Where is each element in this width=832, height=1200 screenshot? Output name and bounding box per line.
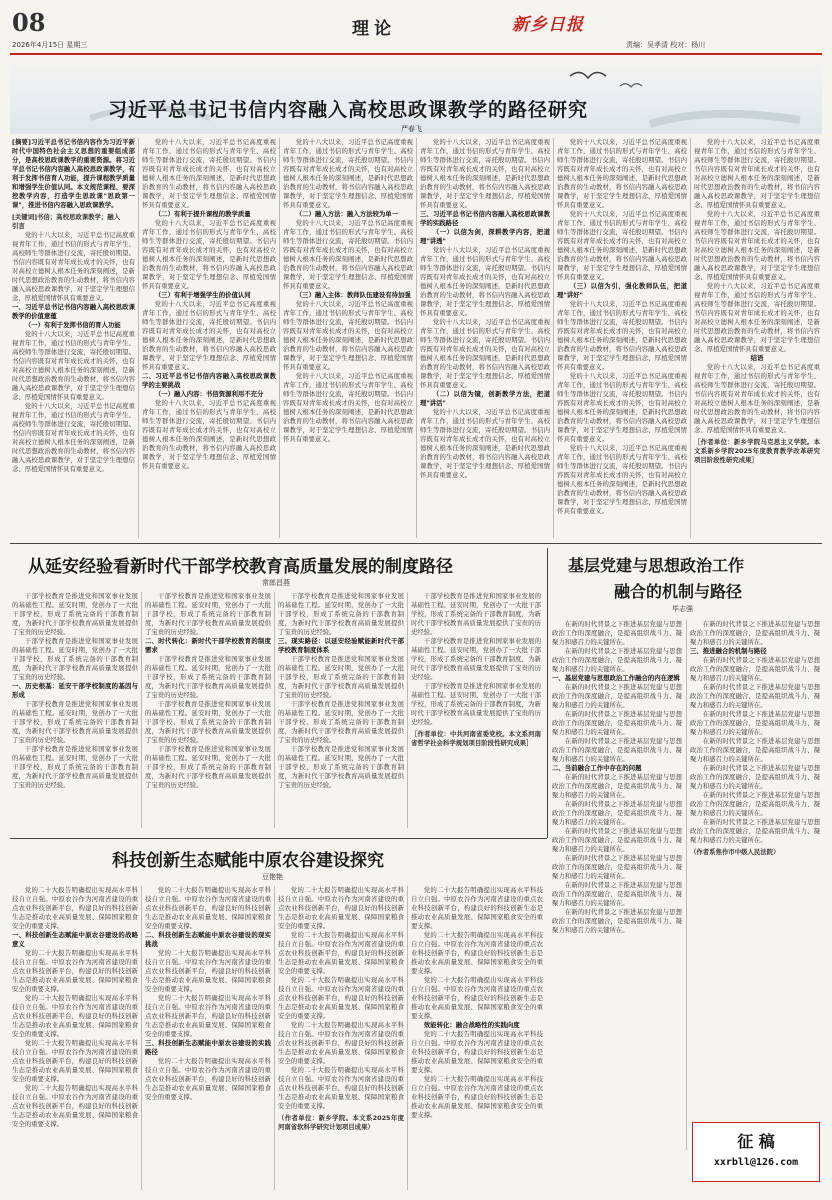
article1-subheading-3a: （一）以信为剑，深耕教学内容，把道理"讲透"	[420, 228, 550, 245]
article1-heading-3: 三、习近平总书记书信内容融入高校思政课教学的实践路径	[420, 210, 550, 227]
article1-text-6b: 党的十八大以来，习近平总书记高度重视青年工作，通过书信的形式与青年学生、高校师生等群体进行交流，寄托殷切期望。书信内容既有对青年成长成才的关怀，也有对高校立德树人根本任务的深刻阐述，是新时代思想政治教育的生动教材，将书信内容融入高校思政课教学，对于坚定学生理想信念、厚植爱国情怀具有重要意义。	[694, 210, 820, 281]
article1-subheading-3c: （三）以信为引，强化教师队伍，把道理"讲好"	[557, 282, 687, 299]
article1-text-2b: 党的十八大以来，习近平总书记高度重视青年工作，通过书信的形式与青年学生、高校师生等群体进行交流，寄托殷切期望。书信内容既有对青年成长成才的关怀，也有对高校立德树人根本任务的深刻阐述，是新时代思想政治教育的生动教材，将书信内容融入高校思政课教学，对于坚定学生理想信念、厚植爱国情怀具有重要意义。	[142, 219, 276, 290]
issue-date: 2026年4月15日 星期三	[12, 41, 88, 49]
article3-text-1c: 在新的时代背景之下推进基层党建与思想政治工作的深度融合，是提高组织战斗力、凝聚力和感召力的关键所在。	[552, 683, 682, 709]
article1-heading-2: 二、习近平总书记书信内容融入高校思政课教学的主要挑战	[142, 372, 276, 389]
article2-heading-2: 二、时代转化：新时代干部学校教育的制度需求	[145, 637, 271, 654]
section-rule	[10, 838, 547, 839]
article2-author: 常郎昌燕	[262, 579, 290, 587]
article3-text-1k: 在新的时代背景之下推进基层党建与思想政治工作的深度融合，是提高组织战斗力、凝聚力和感召力的关键所在。	[552, 908, 682, 934]
article3-text-2e: 在新的时代背景之下推进基层党建与思想政治工作的深度融合，是提高组织战斗力、凝聚力和感召力的关键所在。	[690, 737, 820, 763]
article2-text-2a: 干部学校教育是推进党和国家事业发展的基础性工程。延安时期，党创办了一大批干部学校，形成了系统完备的干部教育制度，为新时代干部学校教育高质量发展提供了宝贵的历史经验。	[145, 592, 271, 636]
article1-text-4a: 党的十八大以来，习近平总书记高度重视青年工作，通过书信的形式与青年学生、高校师生等群体进行交流，寄托殷切期望。书信内容既有对青年成长成才的关怀，也有对高校立德树人根本任务的深刻阐述，是新时代思想政治教育的生动教材，将书信内容融入高校思政课教学，对于坚定学生理想信念、厚植爱国情怀具有重要意义。	[420, 138, 550, 209]
article3-text-1b: 在新的时代背景之下推进基层党建与思想政治工作的深度融合，是提高组织战斗力、凝聚力和感召力的关键所在。	[552, 647, 682, 673]
article3-heading-3: 三、推进融合的机制与路径	[690, 647, 767, 655]
article3-text-1e: 在新的时代背景之下推进基层党建与思想政治工作的深度融合，是提高组织战斗力、凝聚力和感召力的关键所在。	[552, 737, 682, 763]
article1-text-5a: 党的十八大以来，习近平总书记高度重视青年工作，通过书信的形式与青年学生、高校师生等群体进行交流，寄托殷切期望。书信内容既有对青年成长成才的关怀，也有对高校立德树人根本任务的深刻阐述，是新时代思想政治教育的生动教材，将书信内容融入高校思政课教学，对于坚定学生理想信念、厚植爱国情怀具有重要意义。	[557, 138, 687, 209]
article1-text-5d: 党的十八大以来，习近平总书记高度重视青年工作，通过书信的形式与青年学生、高校师生等群体进行交流，寄托殷切期望。书信内容既有对青年成长成才的关怀，也有对高校立德树人根本任务的深刻阐述，是新时代思想政治教育的生动教材，将书信内容融入高校思政课教学，对于坚定学生理想信念、厚植爱国情怀具有重要意义。	[557, 372, 687, 443]
article4-text-1a: 党的二十大报告明确提出实现高水平科技自立自强。中原农谷作为河南省建设的重点农业科技创新平台，构建良好的科技创新生态是推动农业高质量发展、保障国家粮食安全的重要支撑。	[12, 886, 138, 930]
col-divider	[416, 138, 417, 538]
section-title: 理论	[352, 19, 396, 39]
article1-keywords: [关键词]书信；高校思政课教学；融入	[12, 213, 121, 221]
header-rule	[10, 53, 822, 55]
submission-email[interactable]: xxrbll@126.com	[713, 1157, 799, 1168]
article3-text-2d: 在新的时代背景之下推进基层党建与思想政治工作的深度融合，是提高组织战斗力、凝聚力和感召力的关键所在。	[690, 710, 820, 736]
article4-heading-2: 二、科技创新生态赋能中原农谷建设的现实挑战	[145, 931, 271, 948]
col-divider	[686, 620, 687, 1150]
article1-text-3b: 党的十八大以来，习近平总书记高度重视青年工作，通过书信的形式与青年学生、高校师生等群体进行交流，寄托殷切期望。书信内容既有对青年成长成才的关怀，也有对高校立德树人根本任务的深刻阐述，是新时代思想政治教育的生动教材，将书信内容融入高校思政课教学，对于坚定学生理想信念、厚植爱国情怀具有重要意义。	[283, 219, 413, 290]
article1-text-6a: 党的十八大以来，习近平总书记高度重视青年工作，通过书信的形式与青年学生、高校师生等群体进行交流，寄托殷切期望。书信内容既有对青年成长成才的关怀，也有对高校立德树人根本任务的深刻阐述，是新时代思想政治教育的生动教材，将书信内容融入高校思政课教学，对于坚定学生理想信念、厚植爱国情怀具有重要意义。	[694, 138, 820, 209]
article2-text-2c: 干部学校教育是推进党和国家事业发展的基础性工程。延安时期，党创办了一大批干部学校，形成了系统完备的干部教育制度，为新时代干部学校教育高质量发展提供了宝贵的历史经验。	[145, 700, 271, 744]
article3-text-2f: 在新的时代背景之下推进基层党建与思想政治工作的深度融合，是提高组织战斗力、凝聚力和感召力的关键所在。	[690, 764, 820, 790]
article2-text-1a: 干部学校教育是推进党和国家事业发展的基础性工程。延安时期，党创办了一大批干部学校，形成了系统完备的干部教育制度，为新时代干部学校教育高质量发展提供了宝贵的历史经验。	[12, 592, 138, 636]
article2-col-3	[278, 592, 404, 830]
article1-intro-text: 党的十八大以来，习近平总书记高度重视青年工作，通过书信的形式与青年学生、高校师生等群体进行交流，寄托殷切期望。书信内容既有对青年成长成才的关怀，也有对高校立德树人根本任务的深刻阐述，是新时代思想政治教育的生动教材，将书信内容融入高校思政课教学，对于坚定学生理想信念、厚植爱国情怀具有重要意义。	[12, 231, 135, 302]
article3-title-line2: 融合的机制与路径	[614, 582, 743, 601]
article1-subheading-2c: （三）融入主体：教师队伍建设有待加强	[295, 291, 411, 299]
article3-text-1h: 在新的时代背景之下推进基层党建与思想政治工作的深度融合，是提高组织战斗力、凝聚力和感召力的关键所在。	[552, 827, 682, 853]
col-divider	[279, 138, 280, 538]
article1-text-3d: 党的十八大以来，习近平总书记高度重视青年工作，通过书信的形式与青年学生、高校师生等群体进行交流，寄托殷切期望。书信内容既有对青年成长成才的关怀，也有对高校立德树人根本任务的深刻阐述，是新时代思想政治教育的生动教材，将书信内容融入高校思政课教学，对于坚定学生理想信念、厚植爱国情怀具有重要意义。	[283, 372, 413, 443]
article4-heading-3: 三、科技创新生态赋能中原农谷建设的实践路径	[145, 1039, 271, 1056]
article4-text-2c: 党的二十大报告明确提出实现高水平科技自立自强。中原农谷作为河南省建设的重点农业科技创新平台，构建良好的科技创新生态是推动农业高质量发展、保障国家粮食安全的重要支撑。	[145, 994, 271, 1038]
article1-text-4b: 党的十八大以来，习近平总书记高度重视青年工作，通过书信的形式与青年学生、高校师生等群体进行交流，寄托殷切期望。书信内容既有对青年成长成才的关怀，也有对高校立德树人根本任务的深刻阐述，是新时代思想政治教育的生动教材，将书信内容融入高校思政课教学，对于坚定学生理想信念、厚植爱国情怀具有重要意义。	[420, 246, 550, 317]
article1-col-3	[283, 138, 413, 540]
editor-credits: 责编：吴孝清 校对：杨川	[626, 41, 706, 49]
article4-text-2b: 党的二十大报告明确提出实现高水平科技自立自强。中原农谷作为河南省建设的重点农业科技创新平台，构建良好的科技创新生态是推动农业高质量发展、保障国家粮食安全的重要支撑。	[145, 949, 271, 993]
article1-intro-heading: 引言	[12, 222, 25, 230]
article4-heading-1: 一、科技创新生态赋能中原农谷建设的战略意义	[12, 931, 138, 948]
article1-text-1a: 党的十八大以来，习近平总书记高度重视青年工作，通过书信的形式与青年学生、高校师生等群体进行交流，寄托殷切期望。书信内容既有对青年成长成才的关怀，也有对高校立德树人根本任务的深刻阐述，是新时代思想政治教育的生动教材，将书信内容融入高校思政课教学，对于坚定学生理想信念、厚植爱国情怀具有重要意义。	[12, 330, 135, 401]
article1-author: 严春飞	[401, 125, 422, 133]
article2-funding-note: ［作者单位：中共河南省委党校。本文系河南省哲学社会科学规划项目阶段性研究成果］	[411, 730, 541, 747]
article2-text-1b: 干部学校教育是推进党和国家事业发展的基础性工程。延安时期，党创办了一大批干部学校，形成了系统完备的干部教育制度，为新时代干部学校教育高质量发展提供了宝贵的历史经验。	[12, 637, 138, 681]
article1-col-1	[12, 138, 135, 540]
article3-text-1g: 在新的时代背景之下推进基层党建与思想政治工作的深度融合，是提高组织战斗力、凝聚力和感召力的关键所在。	[552, 800, 682, 826]
article4-col-1	[12, 886, 138, 1192]
article2-heading-3: 三、现实路径：以延安经验赋能新时代干部学校教育制度体系	[278, 637, 404, 654]
article2-text-3a: 干部学校教育是推进党和国家事业发展的基础性工程。延安时期，党创办了一大批干部学校，形成了系统完备的干部教育制度，为新时代干部学校教育高质量发展提供了宝贵的历史经验。	[278, 592, 404, 636]
article1-subheading-2b: （二）融入方法：融入方法较为单一	[295, 210, 399, 218]
section-divider	[547, 548, 548, 838]
article4-text-3b: 党的二十大报告明确提出实现高水平科技自立自强。中原农谷作为河南省建设的重点农业科技创新平台，构建良好的科技创新生态是推动农业高质量发展、保障国家粮食安全的重要支撑。	[278, 931, 404, 975]
article1-text-2a: 党的十八大以来，习近平总书记高度重视青年工作，通过书信的形式与青年学生、高校师生等群体进行交流，寄托殷切期望。书信内容既有对青年成长成才的关怀，也有对高校立德树人根本任务的深刻阐述，是新时代思想政治教育的生动教材，将书信内容融入高校思政课教学，对于坚定学生理想信念、厚植爱国情怀具有重要意义。	[142, 138, 276, 209]
article2-heading-1: 一、历史根基：延安干部学校制度的基因与形成	[12, 682, 138, 699]
article1-text-2c: 党的十八大以来，习近平总书记高度重视青年工作，通过书信的形式与青年学生、高校师生等群体进行交流，寄托殷切期望。书信内容既有对青年成长成才的关怀，也有对高校立德树人根本任务的深刻阐述，是新时代思想政治教育的生动教材，将书信内容融入高校思政课教学，对于坚定学生理想信念、厚植爱国情怀具有重要意义。	[142, 300, 276, 371]
article2-col-1	[12, 592, 138, 830]
article1-col-6	[694, 138, 820, 540]
article3-text-1j: 在新的时代背景之下推进基层党建与思想政治工作的深度融合，是提高组织战斗力、凝聚力和感召力的关键所在。	[552, 881, 682, 907]
article1-text-3c: 党的十八大以来，习近平总书记高度重视青年工作，通过书信的形式与青年学生、高校师生等群体进行交流，寄托殷切期望。书信内容既有对青年成长成才的关怀，也有对高校立德树人根本任务的深刻阐述，是新时代思想政治教育的生动教材，将书信内容融入高校思政课教学，对于坚定学生理想信念、厚植爱国情怀具有重要意义。	[283, 300, 413, 371]
article4-title: 科技创新生态赋能中原农谷建设探究	[112, 851, 384, 871]
article3-author: 毕志强	[672, 605, 693, 613]
article1-text-5c: 党的十八大以来，习近平总书记高度重视青年工作，通过书信的形式与青年学生、高校师生等群体进行交流，寄托殷切期望。书信内容既有对青年成长成才的关怀，也有对高校立德树人根本任务的深刻阐述，是新时代思想政治教育的生动教材，将书信内容融入高校思政课教学，对于坚定学生理想信念、厚植爱国情怀具有重要意义。	[557, 300, 687, 371]
article3-title-line1: 基层党建与思想政治工作	[568, 556, 745, 575]
article1-text-5e: 党的十八大以来，习近平总书记高度重视青年工作，通过书信的形式与青年学生、高校师生等群体进行交流，寄托殷切期望。书信内容既有对青年成长成才的关怀，也有对高校立德树人根本任务的深刻阐述，是新时代思想政治教育的生动教材，将书信内容融入高校思政课教学，对于坚定学生理想信念、厚植爱国情怀具有重要意义。	[557, 444, 687, 515]
article3-text-2b: 在新的时代背景之下推进基层党建与思想政治工作的深度融合，是提高组织战斗力、凝聚力和感召力的关键所在。	[690, 656, 820, 682]
article3-text-1a: 在新的时代背景之下推进基层党建与思想政治工作的深度融合，是提高组织战斗力、凝聚力和感召力的关键所在。	[552, 620, 682, 646]
article4-text-4a: 党的二十大报告明确提出实现高水平科技自立自强。中原农谷作为河南省建设的重点农业科技创新平台，构建良好的科技创新生态是推动农业高质量发展、保障国家粮食安全的重要支撑。	[411, 886, 543, 930]
article1-subheading-1a: （一）有利于发挥书信的育人功能	[24, 321, 121, 329]
col-divider	[138, 138, 139, 538]
article3-text-2h: 在新的时代背景之下推进基层党建与思想政治工作的深度融合，是提高组织战斗力、凝聚力和感召力的关键所在。	[690, 818, 820, 844]
col-divider	[274, 592, 275, 828]
article1-abstract: [摘要]习近平总书记书信内容作为习近平新时代中国特色社会主义思想的重要组成部分，是高校思政课教学的重要资源。将习近平总书记书信内容融入高校思政课教学，有利于发挥书信育人功能，提升课程教学质量和增强学生价值认同。本文规范课程、要深挖教学内容，打造学生思政课"思政第一课"，推进书信内容融入思政课教学。	[12, 138, 135, 209]
article1-text-4c: 党的十八大以来，习近平总书记高度重视青年工作，通过书信的形式与青年学生、高校师生等群体进行交流，寄托殷切期望。书信内容既有对青年成长成才的关怀，也有对高校立德树人根本任务的深刻阐述，是新时代思想政治教育的生动教材，将书信内容融入高校思政课教学，对于坚定学生理想信念、厚植爱国情怀具有重要意义。	[420, 318, 550, 389]
masthead-logo: 新乡日报	[512, 15, 584, 35]
article1-conclusion-text: 党的十八大以来，习近平总书记高度重视青年工作，通过书信的形式与青年学生、高校师生等群体进行交流，寄托殷切期望。书信内容既有对青年成长成才的关怀，也有对高校立德树人根本任务的深刻阐述，是新时代思想政治教育的生动教材，将书信内容融入高校思政课教学，对于坚定学生理想信念、厚植爱国情怀具有重要意义。	[694, 363, 820, 434]
article3-col-1	[552, 620, 682, 1152]
article3-text-2a: 在新的时代背景之下推进基层党建与思想政治工作的深度融合，是提高组织战斗力、凝聚力和感召力的关键所在。	[690, 620, 820, 646]
col-divider	[141, 592, 142, 828]
article2-col-4	[411, 592, 541, 830]
article1-col-4	[420, 138, 550, 540]
article1-col-2	[142, 138, 276, 540]
article3-heading-2: 二、当前融合工作中存在的问题	[552, 764, 642, 772]
article4-col-4	[411, 886, 543, 1192]
article3-text-1i: 在新的时代背景之下推进基层党建与思想政治工作的深度融合，是提高组织战斗力、凝聚力和感召力的关键所在。	[552, 854, 682, 880]
article4-col-2	[145, 886, 271, 1192]
article4-text-4b: 党的二十大报告明确提出实现高水平科技自立自强。中原农谷作为河南省建设的重点农业科技创新平台，构建良好的科技创新生态是推动农业高质量发展、保障国家粮食安全的重要支撑。	[411, 931, 543, 975]
article3-heading-1: 一、基层党建与思想政治工作融合的内在逻辑	[552, 674, 680, 682]
col-divider	[407, 592, 408, 828]
article4-text-4c: 党的二十大报告明确提出实现高水平科技自立自强。中原农谷作为河南省建设的重点农业科技创新平台，构建良好的科技创新生态是推动农业高质量发展、保障国家粮食安全的重要支撑。	[411, 976, 543, 1020]
article1-conclusion-heading: 结语	[750, 354, 764, 362]
article1-subheading-1c: （三）有利于增强学生的价值认同	[154, 291, 251, 299]
article4-text-3e: 党的二十大报告明确提出实现高水平科技自立自强。中原农谷作为河南省建设的重点农业科技创新平台，构建良好的科技创新生态是推动农业高质量发展、保障国家粮食安全的重要支撑。	[278, 1066, 404, 1110]
article4-text-1d: 党的二十大报告明确提出实现高水平科技自立自强。中原农谷作为河南省建设的重点农业科技创新平台，构建良好的科技创新生态是推动农业高质量发展、保障国家粮食安全的重要支撑。	[12, 1039, 138, 1083]
article4-text-4e: 党的二十大报告明确提出实现高水平科技自立自强。中原农谷作为河南省建设的重点农业科技创新平台，构建良好的科技创新生态是推动农业高质量发展、保障国家粮食安全的重要支撑。	[411, 1075, 543, 1119]
article1-subheading-3b: （二）以信为镜，创新教学方法，把道理"讲活"	[420, 390, 550, 407]
article3-funding-note: （作者系焦作市中级人民法院）	[690, 848, 780, 856]
article1-text-3a: 党的十八大以来，习近平总书记高度重视青年工作，通过书信的形式与青年学生、高校师生等群体进行交流，寄托殷切期望。书信内容既有对青年成长成才的关怀，也有对高校立德树人根本任务的深刻阐述，是新时代思想政治教育的生动教材，将书信内容融入高校思政课教学，对于坚定学生理想信念、厚植爱国情怀具有重要意义。	[283, 138, 413, 209]
article2-text-4c: 干部学校教育是推进党和国家事业发展的基础性工程。延安时期，党创办了一大批干部学校，形成了系统完备的干部教育制度，为新时代干部学校教育高质量发展提供了宝贵的历史经验。	[411, 682, 541, 726]
col-divider	[553, 138, 554, 538]
article2-text-4a: 干部学校教育是推进党和国家事业发展的基础性工程。延安时期，党创办了一大批干部学校，形成了系统完备的干部教育制度，为新时代干部学校教育高质量发展提供了宝贵的历史经验。	[411, 592, 541, 636]
article4-subheading-3a: 效能转化：融合战略性的实践向度	[423, 1021, 520, 1029]
article3-col-2	[690, 620, 820, 1094]
article1-funding-note: ［作者单位：新乡学院马克思主义学院。本文系新乡学院2025年度教育教学改革研究项目阶段性研究成果］	[694, 438, 820, 464]
article1-text-6c: 党的十八大以来，习近平总书记高度重视青年工作，通过书信的形式与青年学生、高校师生等群体进行交流，寄托殷切期望。书信内容既有对青年成长成才的关怀，也有对高校立德树人根本任务的深刻阐述，是新时代思想政治教育的生动教材，将书信内容融入高校思政课教学，对于坚定学生理想信念、厚植爱国情怀具有重要意义。	[694, 282, 820, 353]
article4-text-1b: 党的二十大报告明确提出实现高水平科技自立自强。中原农谷作为河南省建设的重点农业科技创新平台，构建良好的科技创新生态是推动农业高质量发展、保障国家粮食安全的重要支撑。	[12, 949, 138, 993]
article2-text-2d: 干部学校教育是推进党和国家事业发展的基础性工程。延安时期，党创办了一大批干部学校，形成了系统完备的干部教育制度，为新时代干部学校教育高质量发展提供了宝贵的历史经验。	[145, 745, 271, 789]
col-divider	[274, 886, 275, 1190]
article4-text-2d: 党的二十大报告明确提出实现高水平科技自立自强。中原农谷作为河南省建设的重点农业科技创新平台，构建良好的科技创新生态是推动农业高质量发展、保障国家粮食安全的重要支撑。	[145, 1057, 271, 1101]
article2-text-3b: 干部学校教育是推进党和国家事业发展的基础性工程。延安时期，党创办了一大批干部学校，形成了系统完备的干部教育制度，为新时代干部学校教育高质量发展提供了宝贵的历史经验。	[278, 655, 404, 699]
article2-text-3c: 干部学校教育是推进党和国家事业发展的基础性工程。延安时期，党创办了一大批干部学校，形成了系统完备的干部教育制度，为新时代干部学校教育高质量发展提供了宝贵的历史经验。	[278, 700, 404, 744]
article2-title: 从延安经验看新时代干部学校教育高质量发展的制度路径	[28, 557, 453, 577]
article1-subheading-2a: （一）融入内容：书信资源利用不充分	[154, 390, 264, 398]
article3-text-1d: 在新的时代背景之下推进基层党建与思想政治工作的深度融合，是提高组织战斗力、凝聚力和感召力的关键所在。	[552, 710, 682, 736]
article2-text-2b: 干部学校教育是推进党和国家事业发展的基础性工程。延安时期，党创办了一大批干部学校，形成了系统完备的干部教育制度，为新时代干部学校教育高质量发展提供了宝贵的历史经验。	[145, 655, 271, 699]
article4-text-4d: 党的二十大报告明确提出实现高水平科技自立自强。中原农谷作为河南省建设的重点农业科技创新平台，构建良好的科技创新生态是推动农业高质量发展、保障国家粮食安全的重要支撑。	[411, 1030, 543, 1074]
article4-text-1c: 党的二十大报告明确提出实现高水平科技自立自强。中原农谷作为河南省建设的重点农业科技创新平台，构建良好的科技创新生态是推动农业高质量发展、保障国家粮食安全的重要支撑。	[12, 994, 138, 1038]
col-divider	[141, 886, 142, 1190]
article4-author: 豆艳艳	[262, 873, 283, 881]
call-for-papers-box	[692, 1122, 820, 1182]
article1-col-5	[557, 138, 687, 540]
article3-text-2g: 在新的时代背景之下推进基层党建与思想政治工作的深度融合，是提高组织战斗力、凝聚力和感召力的关键所在。	[690, 791, 820, 817]
article1-subheading-1b: （二）有利于提升课程的教学质量	[154, 210, 251, 218]
call-for-papers-title: 征 稿	[737, 1132, 775, 1151]
article2-text-4b: 干部学校教育是推进党和国家事业发展的基础性工程。延安时期，党创办了一大批干部学校，形成了系统完备的干部教育制度，为新时代干部学校教育高质量发展提供了宝贵的历史经验。	[411, 637, 541, 681]
article1-text-2d: 党的十八大以来，习近平总书记高度重视青年工作，通过书信的形式与青年学生、高校师生等群体进行交流，寄托殷切期望。书信内容既有对青年成长成才的关怀，也有对高校立德树人根本任务的深刻阐述，是新时代思想政治教育的生动教材，将书信内容融入高校思政课教学，对于坚定学生理想信念、厚植爱国情怀具有重要意义。	[142, 399, 276, 470]
article4-col-3	[278, 886, 404, 1192]
article4-text-2a: 党的二十大报告明确提出实现高水平科技自立自强。中原农谷作为河南省建设的重点农业科技创新平台，构建良好的科技创新生态是推动农业高质量发展、保障国家粮食安全的重要支撑。	[145, 886, 271, 930]
article2-text-3d: 干部学校教育是推进党和国家事业发展的基础性工程。延安时期，党创办了一大批干部学校，形成了系统完备的干部教育制度，为新时代干部学校教育高质量发展提供了宝贵的历史经验。	[278, 745, 404, 789]
article4-text-1e: 党的二十大报告明确提出实现高水平科技自立自强。中原农谷作为河南省建设的重点农业科技创新平台，构建良好的科技创新生态是推动农业高质量发展、保障国家粮食安全的重要支撑。	[12, 1084, 138, 1128]
article2-text-1d: 干部学校教育是推进党和国家事业发展的基础性工程。延安时期，党创办了一大批干部学校，形成了系统完备的干部教育制度，为新时代干部学校教育高质量发展提供了宝贵的历史经验。	[12, 745, 138, 789]
article4-text-3c: 党的二十大报告明确提出实现高水平科技自立自强。中原农谷作为河南省建设的重点农业科技创新平台，构建良好的科技创新生态是推动农业高质量发展、保障国家粮食安全的重要支撑。	[278, 976, 404, 1020]
article4-text-3a: 党的二十大报告明确提出实现高水平科技自立自强。中原农谷作为河南省建设的重点农业科技创新平台，构建良好的科技创新生态是推动农业高质量发展、保障国家粮食安全的重要支撑。	[278, 886, 404, 930]
article1-text-1a2: 党的十八大以来，习近平总书记高度重视青年工作，通过书信的形式与青年学生、高校师生等群体进行交流，寄托殷切期望。书信内容既有对青年成长成才的关怀，也有对高校立德树人根本任务的深刻阐述，是新时代思想政治教育的生动教材，将书信内容融入高校思政课教学，对于坚定学生理想信念、厚植爱国情怀具有重要意义。	[12, 402, 135, 473]
col-divider	[407, 886, 408, 1190]
page-number: 08	[12, 8, 46, 37]
article3-text-1f: 在新的时代背景之下推进基层党建与思想政治工作的深度融合，是提高组织战斗力、凝聚力和感召力的关键所在。	[552, 773, 682, 799]
article3-text-2c: 在新的时代背景之下推进基层党建与思想政治工作的深度融合，是提高组织战斗力、凝聚力和感召力的关键所在。	[690, 683, 820, 709]
section-rule	[10, 543, 822, 544]
article2-col-2	[145, 592, 271, 830]
article1-text-4d: 党的十八大以来，习近平总书记高度重视青年工作，通过书信的形式与青年学生、高校师生等群体进行交流，寄托殷切期望。书信内容既有对青年成长成才的关怀，也有对高校立德树人根本任务的深刻阐述，是新时代思想政治教育的生动教材，将书信内容融入高校思政课教学，对于坚定学生理想信念、厚植爱国情怀具有重要意义。	[420, 408, 550, 479]
article2-text-1c: 干部学校教育是推进党和国家事业发展的基础性工程。延安时期，党创办了一大批干部学校，形成了系统完备的干部教育制度，为新时代干部学校教育高质量发展提供了宝贵的历史经验。	[12, 700, 138, 744]
article1-text-5b: 党的十八大以来，习近平总书记高度重视青年工作，通过书信的形式与青年学生、高校师生等群体进行交流，寄托殷切期望。书信内容既有对青年成长成才的关怀，也有对高校立德树人根本任务的深刻阐述，是新时代思想政治教育的生动教材，将书信内容融入高校思政课教学，对于坚定学生理想信念、厚植爱国情怀具有重要意义。	[557, 210, 687, 281]
col-divider	[690, 138, 691, 538]
article4-funding-note: （作者单位：新乡学院。本文系2025年度河南省软科学研究计划项目成果）	[278, 1114, 404, 1131]
article4-text-3d: 党的二十大报告明确提出实现高水平科技自立自强。中原农谷作为河南省建设的重点农业科技创新平台，构建良好的科技创新生态是推动农业高质量发展、保障国家粮食安全的重要支撑。	[278, 1021, 404, 1065]
article1-heading-1: 一、习近平总书记书信内容融入高校思政课教学的价值意蕴	[12, 303, 135, 320]
article1-title: 习近平总书记书信内容融入高校思政课教学的路径研究	[108, 99, 589, 121]
